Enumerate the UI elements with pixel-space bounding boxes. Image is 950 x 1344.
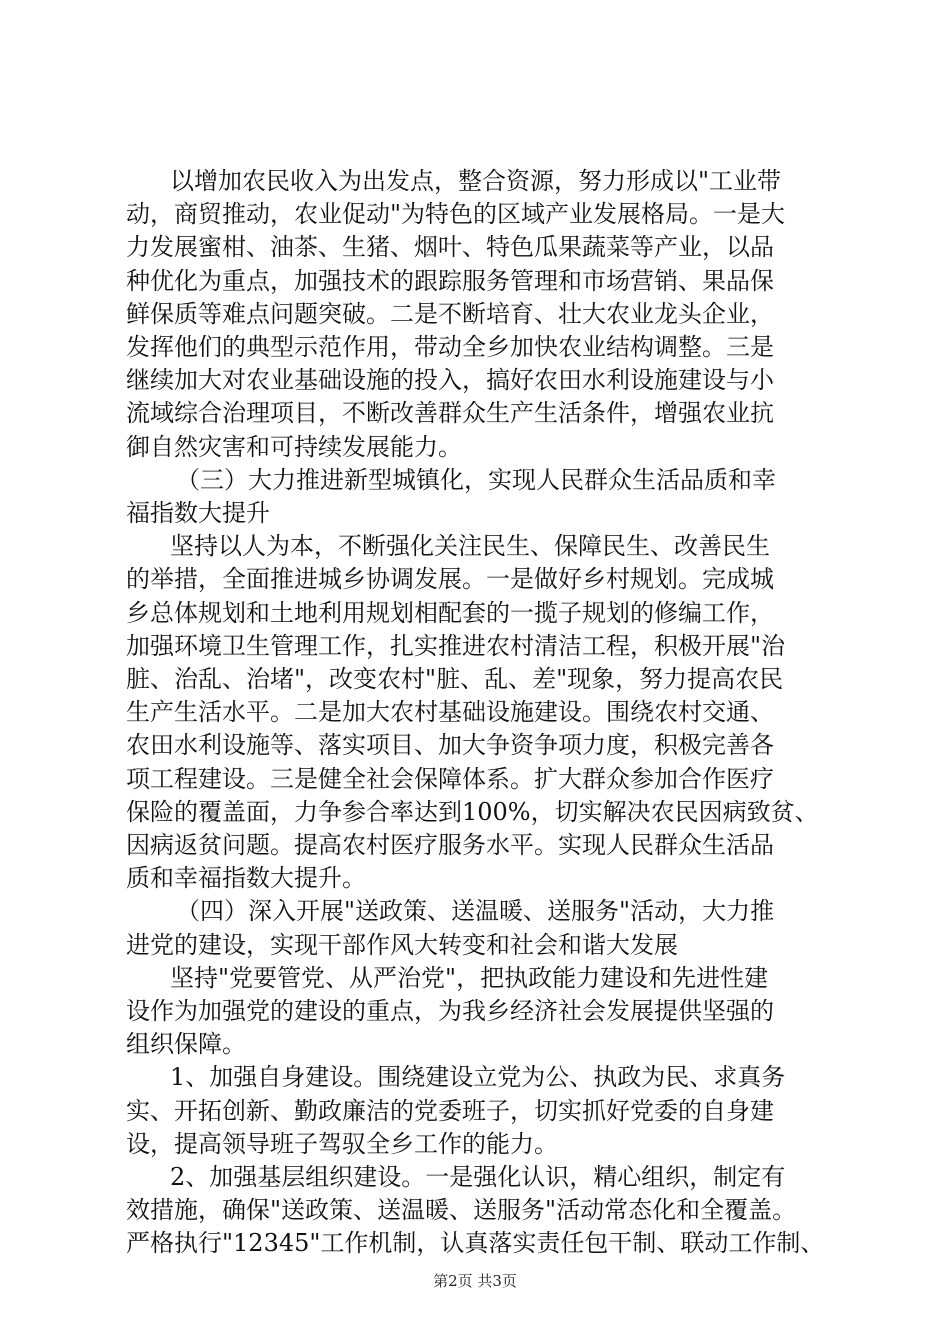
text-line: 设，提高领导班子驾驭全乡工作的能力。 <box>126 1129 558 1158</box>
text-line: 发挥他们的典型示范作用，带动全乡加快农业结构调整。三是 <box>126 333 774 361</box>
text-line: 农田水利设施等、落实项目、加大争资争项力度，积极完善各 <box>126 731 774 760</box>
text-line: 鲜保质等难点问题突破。二是不断培育、壮大农业龙头企业， <box>126 299 774 328</box>
text-line: 因病返贫问题。提高农村医疗服务水平。实现人民群众生活品 <box>126 831 774 859</box>
text-line: 坚持"党要管党、从严治党"，把执政能力建设和先进性建 <box>170 963 769 992</box>
text-line: 实、开拓创新、勤政廉洁的党委班子，切实抓好党委的自身建 <box>126 1096 774 1125</box>
text-line: 效措施，确保"送政策、送温暖、送服务"活动常态化和全覆盖。 <box>126 1196 797 1225</box>
text-line: 动，商贸推动，农业促动"为特色的区域产业发展格局。一是大 <box>126 200 786 229</box>
text-line: 项工程建设。三是健全社会保障体系。扩大群众参加合作医疗 <box>126 764 774 793</box>
text-line: 生产生活水平。二是加大农村基础设施建设。围绕农村交通、 <box>126 698 774 727</box>
section-heading: 进党的建设，实现干部作风大转变和社会和谐大发展 <box>126 930 678 959</box>
text-line: 加强环境卫生管理工作，扎实推进农村清洁工程，积极开展"治 <box>126 631 786 660</box>
text-line: 脏、治乱、治堵"，改变农村"脏、乱、差"现象，努力提高农民 <box>126 665 784 693</box>
text-line: 乡总体规划和土地利用规划相配套的一揽子规划的修编工作， <box>126 598 774 627</box>
text-line: 以增加农民收入为出发点，整合资源，努力形成以"工业带 <box>170 167 782 195</box>
text-line: 2、加强基层组织建设。一是强化认识，精心组织，制定有 <box>170 1163 786 1191</box>
section-heading: 福指数大提升 <box>126 499 270 527</box>
text-line: 保险的覆盖面，力争参合率达到100%，切实解决农民因病致贫、 <box>126 797 819 826</box>
text-line: 1、加强自身建设。围绕建设立党为公、执政为民、求真务 <box>170 1063 786 1092</box>
section-heading: （四）深入开展"送政策、送温暖、送服务"活动，大力推 <box>176 897 775 926</box>
section-heading: （三）大力推进新型城镇化，实现人民群众生活品质和幸 <box>176 465 776 494</box>
text-line: 力发展蜜柑、油茶、生猪、烟叶、特色瓜果蔬菜等产业，以品 <box>126 233 774 262</box>
text-line: 设作为加强党的建设的重点，为我乡经济社会发展提供坚强的 <box>126 997 774 1025</box>
text-line: 组织保障。 <box>126 1030 246 1059</box>
text-line: 继续加大对农业基础设施的投入，搞好农田水利设施建设与小 <box>126 366 774 395</box>
page-footer: 第2页 共3页 <box>433 1272 517 1290</box>
text-line: 御自然灾害和可持续发展能力。 <box>126 432 462 461</box>
text-line: 的举措，全面推进城乡协调发展。一是做好乡村规划。完成城 <box>126 565 774 594</box>
text-line: 严格执行"12345"工作机制，认真落实责任包干制、联动工作制、 <box>126 1229 825 1258</box>
text-line: 质和幸福指数大提升。 <box>126 864 366 893</box>
text-line: 坚持以人为本，不断强化关注民生、保障民生、改善民生 <box>170 532 770 561</box>
text-line: 种优化为重点，加强技术的跟踪服务管理和市场营销、果品保 <box>126 266 774 295</box>
text-line: 流域综合治理项目，不断改善群众生产生活条件，增强农业抗 <box>126 399 774 428</box>
